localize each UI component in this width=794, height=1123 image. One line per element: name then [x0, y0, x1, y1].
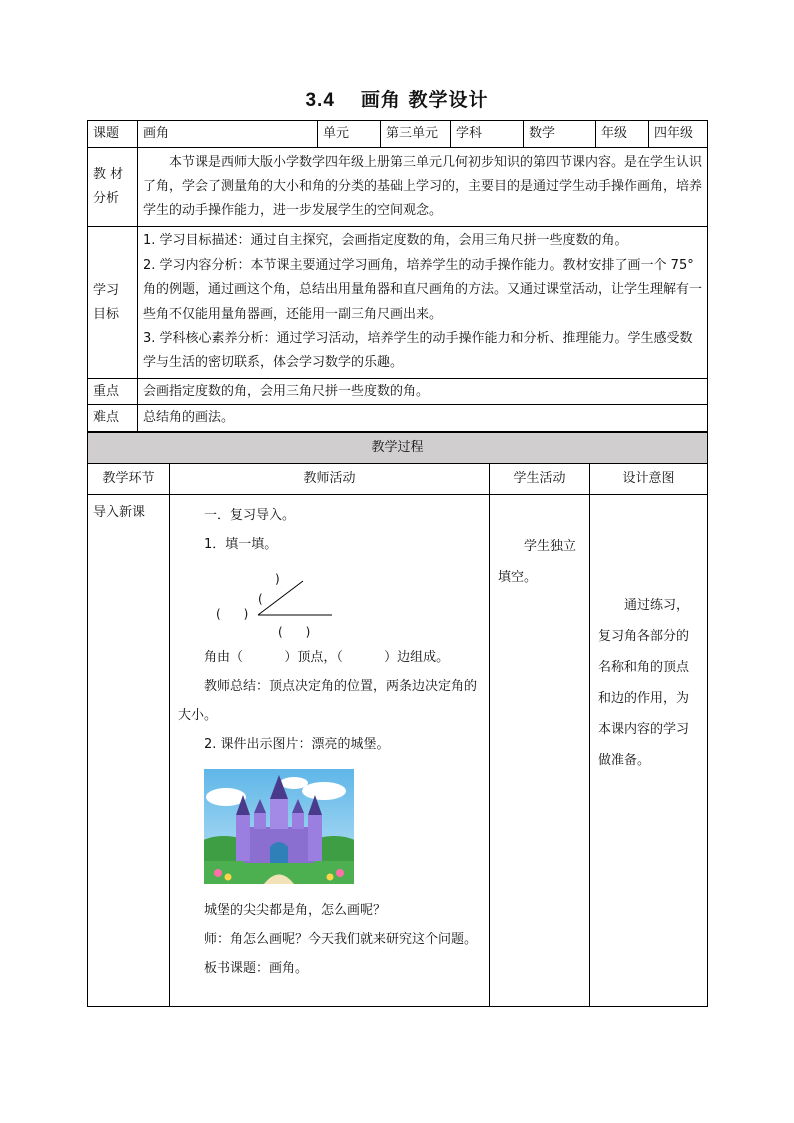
review-heading: 一．复习导入。 [204, 508, 296, 523]
header-stage: 教学环节 [88, 464, 170, 495]
goals-content [138, 227, 708, 379]
unit-value: 第三单元 [381, 121, 451, 148]
student-activity [490, 495, 590, 1007]
goals-label [88, 227, 138, 379]
analysis-text: 本节课是西师大版小学数学四年级上册第三单元几何初步知识的第四节课内容。是在学生认识了角，学会了测量角的大小和角的分类的基础上学习的，主要目的是通过学生动手操作画角，培养学生的动手操作能力，进一步发展学生的空间观念。 [138, 148, 708, 227]
goal-item-2: 2. 学习内容分析：本节课主要通过学习画角，培养学生的动手操作能力。教材安排了画一个 75° 角的例题，通过画这个角，总结出用量角器和直尺画角的方法。又通过课堂活动，让学生理解有一些角不仅能用量角器画，还能用一副三角尺画出来。 [143, 257, 703, 322]
teacher-question: 师：角怎么画呢？今天我们就来研究这个问题。 [204, 932, 478, 947]
angle-drawing [178, 559, 498, 639]
goal-item-3: 3. 学科核心素养分析：通过学习活动，培养学生的动手操作能力和分析、推理能力。学生感受数学与生活的密切联系，体会学习数学的乐趣。 [143, 330, 693, 371]
angle-mark-top: ) [275, 572, 280, 586]
process-table [87, 432, 708, 1007]
process-band: 教学过程 [88, 433, 708, 464]
info-table [87, 120, 708, 432]
vertex-blank: ( ) [216, 607, 249, 621]
teacher-summary: 教师总结：顶点决定角的位置，两条边决定角的大小。 [178, 679, 478, 723]
goals-label-line1: 学习 [93, 282, 120, 298]
castle-caption: 2. 课件出示图片：漂亮的城堡。 [204, 737, 390, 752]
teacher-activity [170, 495, 490, 1007]
angle-figure [178, 559, 481, 639]
key-point-text: 会画指定度数的角，会用三角尺拼一些度数的角。 [138, 379, 708, 405]
student-activity-text: 学生独立填空。 [498, 539, 577, 585]
title-text: 画角 教学设计 [360, 89, 489, 111]
design-intent [590, 495, 708, 1007]
title-number: 3.4 [305, 90, 335, 111]
goals-label-line2: 目标 [93, 306, 120, 322]
header-student: 学生活动 [490, 464, 590, 495]
goal-item-1: 1. 学习目标描述：通过自主探究，会画指定度数的角，会用三角尺拼一些度数的角。 [143, 233, 628, 249]
design-intent-text: 通过练习，复习角各部分的名称和角的顶点和边的作用，为本课内容的学习做准备。 [598, 598, 690, 768]
page-title [0, 85, 794, 112]
key-point-label: 重点 [88, 379, 138, 405]
stage-cell: 导入新课 [88, 495, 170, 1007]
subject-value: 数学 [524, 121, 596, 148]
topic-label: 课题 [88, 121, 138, 148]
castle-image [204, 769, 354, 884]
fill-sentence: 角由（ ）顶点，（ ）边组成。 [204, 650, 450, 665]
header-design: 设计意图 [590, 464, 708, 495]
analysis-label-line1: 教 材 [93, 167, 124, 182]
grade-label: 年级 [596, 121, 649, 148]
header-teacher: 教师活动 [170, 464, 490, 495]
grade-value: 四年级 [649, 121, 708, 148]
topic-value: 画角 [138, 121, 318, 148]
analysis-label-line2: 分析 [93, 191, 120, 206]
angle-mark-arc: ( [258, 592, 263, 606]
unit-label: 单元 [318, 121, 381, 148]
fill-heading: 1．填一填。 [204, 537, 278, 552]
subject-label: 学科 [451, 121, 524, 148]
difficulty-text: 总结角的画法。 [138, 405, 708, 432]
side-blank: ( ) [278, 625, 311, 639]
castle-question: 城堡的尖尖都是角，怎么画呢？ [204, 903, 387, 918]
difficulty-label: 难点 [88, 405, 138, 432]
analysis-label [88, 148, 138, 227]
board-title: 板书课题：画角。 [204, 961, 309, 976]
